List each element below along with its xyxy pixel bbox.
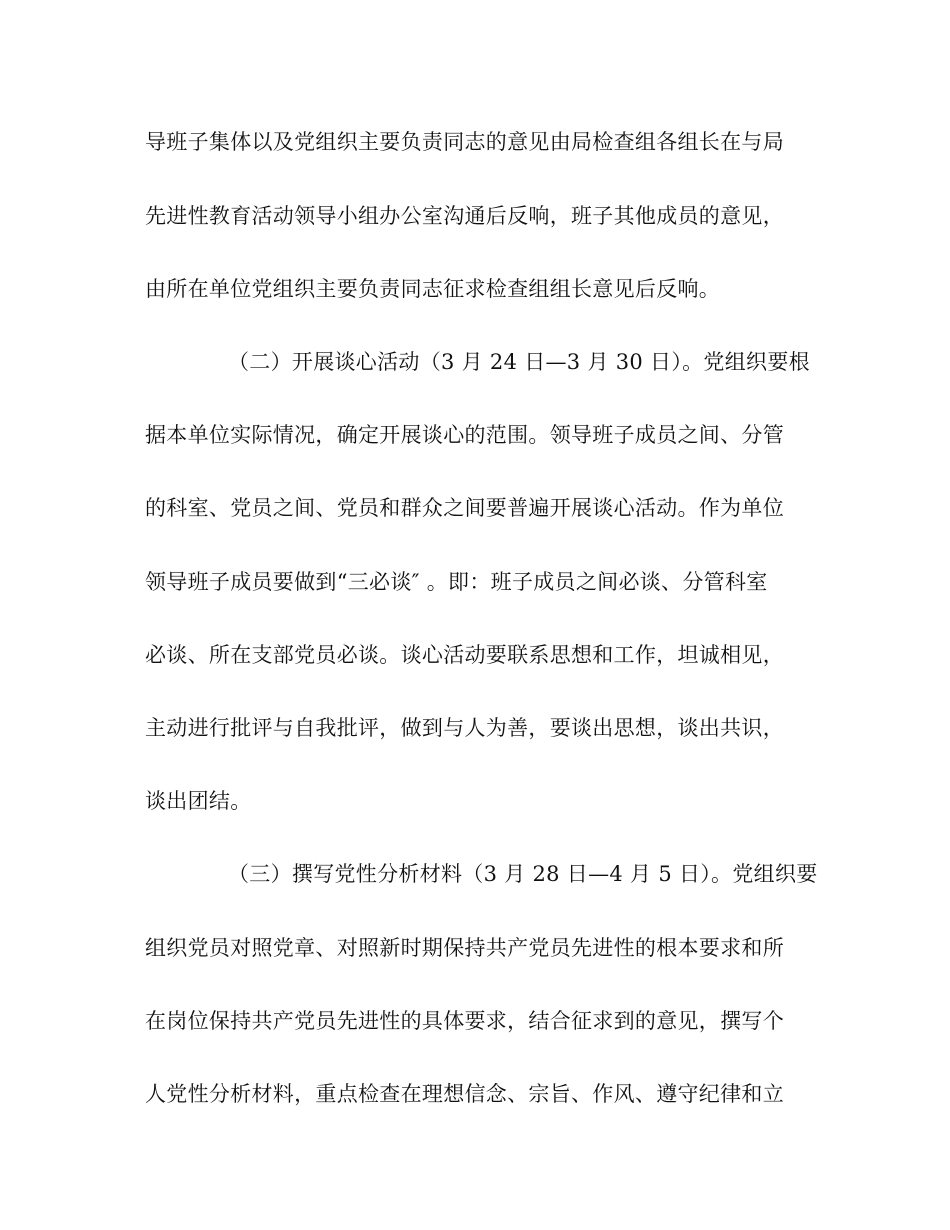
paragraph-heading-line: （三）撰写党性分析材料（3 月 28 日—4 月 5 日）。党组织要	[228, 862, 818, 886]
text-line: 人党性分析材料，重点检查在理想信念、宗旨、作风、遵守纪律和立	[145, 1082, 784, 1106]
text-line: 领导班子成员要做到“三必谈″ 。即：班子成员之间必谈、分管科室	[145, 570, 768, 594]
text-line: 先进性教育活动领导小组办公室沟通后反响，班子其他成员的意见，	[145, 204, 784, 228]
text-line: 据本单位实际情况，确定开展谈心的范围。领导班子成员之间、分管	[145, 423, 784, 447]
text-line: 必谈、所在支部党员必谈。谈心活动要联系思想和工作，坦诚相见，	[145, 643, 784, 667]
text-line: 的科室、党员之间、党员和群众之间要普遍开展谈心活动。作为单位	[145, 496, 784, 520]
text-line: 由所在单位党组织主要负责同志征求检查组组长意见后反响。	[145, 277, 721, 301]
text-line: 主动进行批评与自我批评，做到与人为善，要谈出思想，谈出共识，	[145, 716, 784, 740]
text-line: 在岗位保持共产党员先进性的具体要求，结合征求到的意见，撰写个	[145, 1009, 784, 1033]
text-line: 谈出团结。	[145, 789, 252, 813]
paragraph-heading-line: （二）开展谈心活动（3 月 24 日—3 月 30 日）。党组织要根	[228, 350, 810, 374]
text-line: 组织党员对照党章、对照新时期保持共产党员先进性的根本要求和所	[145, 936, 784, 960]
text-line: 导班子集体以及党组织主要负责同志的意见由局检查组各组长在与局	[145, 130, 784, 154]
